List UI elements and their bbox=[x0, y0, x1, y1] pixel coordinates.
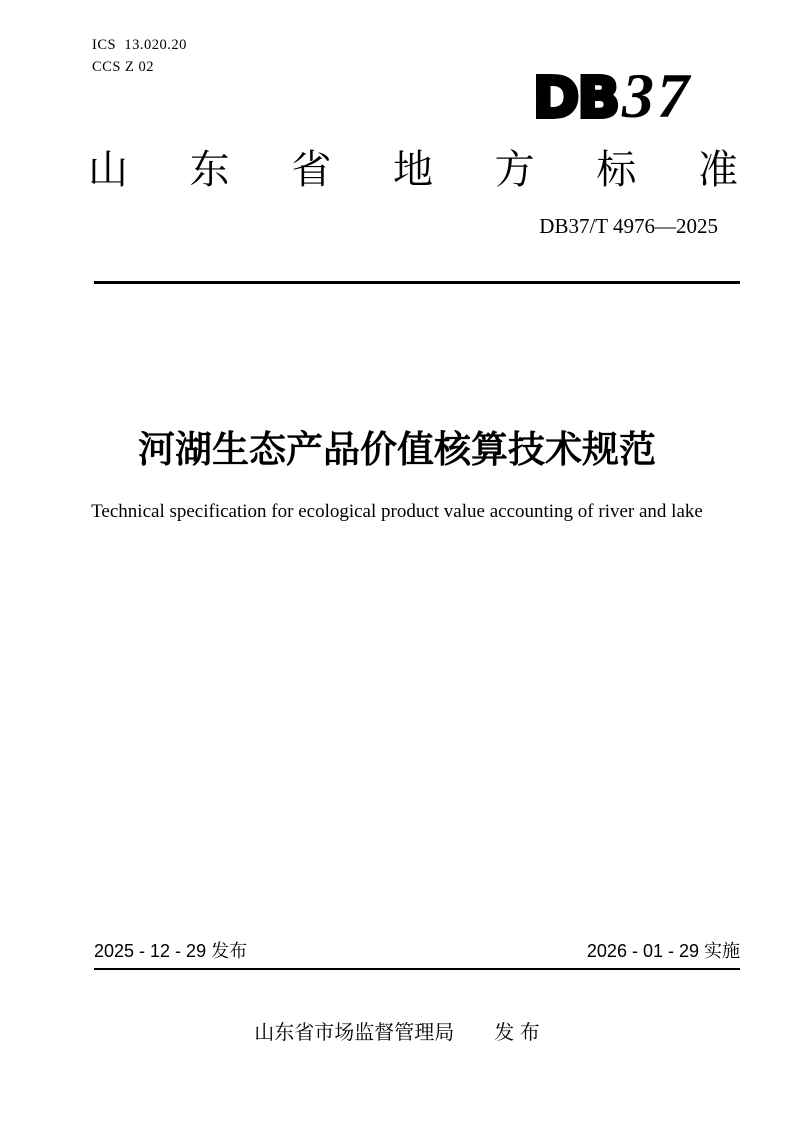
ics-code: ICS 13.020.20 bbox=[92, 37, 187, 53]
standard-title-chinese: 河湖生态产品价值核算技术规范 bbox=[138, 429, 656, 470]
dates-row bbox=[94, 941, 740, 963]
footer-rule bbox=[94, 968, 740, 970]
standard-title-english: Technical specification for ecological product value accounting of river and lake bbox=[91, 501, 703, 522]
header-rule bbox=[94, 281, 740, 284]
logo-db-text: DB bbox=[532, 66, 618, 131]
db37-logo bbox=[532, 60, 692, 131]
ccs-code: CCS Z 02 bbox=[92, 59, 155, 75]
logo-number-text: 37 bbox=[622, 60, 692, 131]
implement-date: 2026 - 01 - 29 实施 bbox=[586, 941, 740, 961]
publisher-line: 山东省市场监督管理局 发 布 bbox=[254, 1022, 540, 1044]
standard-number: DB37/T 4976—2025 bbox=[539, 214, 718, 238]
jurisdiction-title: 山 东 省 地 方 标 准 bbox=[88, 148, 738, 192]
release-date: 2025 - 12 - 29 发布 bbox=[94, 941, 248, 961]
